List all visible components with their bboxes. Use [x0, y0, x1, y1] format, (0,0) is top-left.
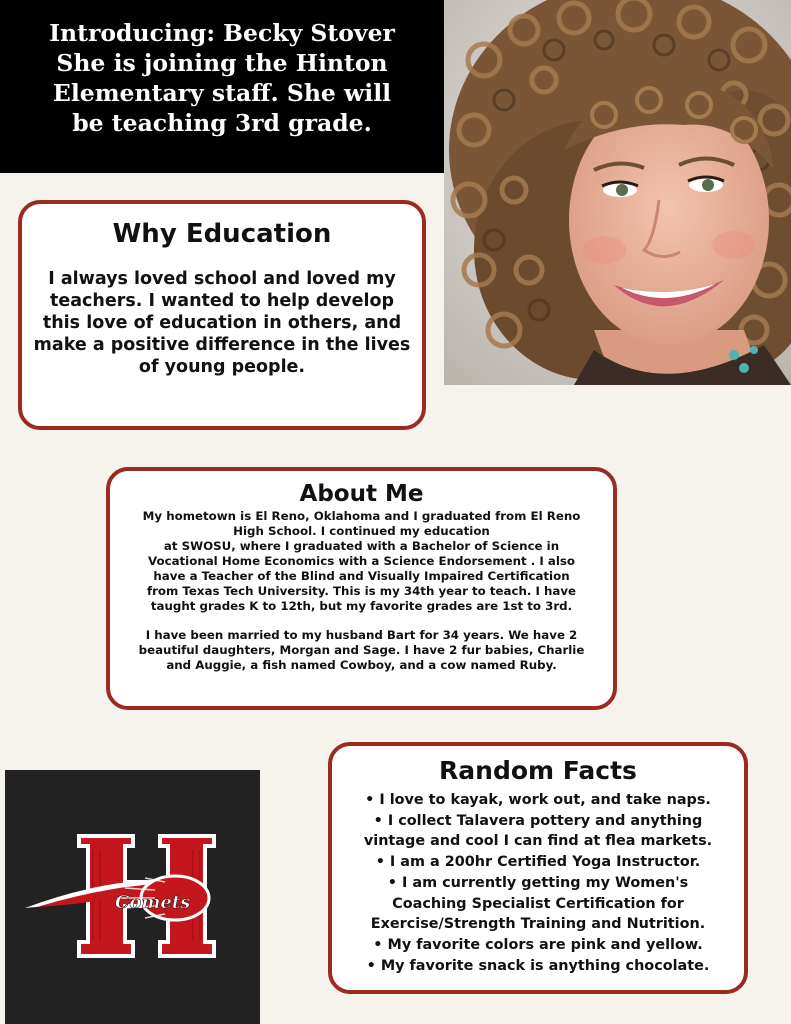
text-line: My hometown is El Reno, Oklahoma and I graduated from El Reno [142, 509, 581, 523]
list-item: Exercise/Strength Training and Nutrition. [370, 916, 706, 933]
list-item: • I collect Talavera pottery and anything [373, 812, 703, 829]
about-me-card [106, 467, 617, 710]
why-education-text [26, 268, 418, 378]
logo-block [5, 770, 260, 1024]
intro-line: She is joining the Hinton [56, 49, 388, 77]
comet-h-logo-icon [5, 770, 260, 1024]
text-line: and Auggie, a fish named Cowboy, and a cow named Ruby. [166, 658, 557, 672]
portrait-photo [444, 0, 791, 385]
text-line: of young people. [138, 357, 306, 377]
paragraph-gap [116, 614, 607, 628]
about-me-text [116, 509, 607, 673]
about-me-title: About Me [299, 481, 424, 507]
portrait-photo-icon [444, 0, 791, 385]
text-line: have a Teacher of the Blind and Visually Impaired Certification [153, 569, 570, 583]
text-line: at SWOSU, where I graduated with a Bachelor of Science in [163, 539, 560, 553]
list-item: • I love to kayak, work out, and take naps. [365, 792, 711, 808]
text-line: High School. I continued my education [233, 524, 490, 538]
intro-line: Introducing: Becky Stover [49, 19, 395, 47]
why-education-card [18, 200, 426, 430]
text-line: this love of education in others, and [42, 313, 402, 333]
list-item: • My favorite colors are pink and yellow. [373, 936, 703, 953]
intro-line: be teaching 3rd grade. [72, 109, 372, 137]
random-facts-card [328, 742, 748, 994]
list-item: • I am a 200hr Certified Yoga Instructor. [375, 854, 701, 871]
intro-banner [0, 0, 444, 173]
text-line: from Texas Tech University. This is my 34th year to teach. I have [146, 584, 577, 598]
text-line: Vocational Home Economics with a Science Endorsement . I also [147, 554, 576, 568]
list-item: vintage and cool I can find at flea markets. [363, 833, 713, 850]
list-item: • I am currently getting my Women's [387, 874, 689, 891]
text-line: make a positive difference in the lives [33, 335, 411, 355]
logo-script-text: Comets [115, 892, 191, 913]
text-line: I always loved school and loved my [48, 269, 396, 289]
text-line: I have been married to my husband Bart for 34 years. We have 2 [145, 628, 578, 642]
intro-line: Elementary staff. She will [52, 79, 392, 107]
text-line: taught grades K to 12th, but my favorite grades are 1st to 3rd. [150, 599, 573, 613]
text-line: beautiful daughters, Morgan and Sage. I have 2 fur babies, Charlie [138, 643, 585, 657]
list-item: Coaching Specialist Certification for [392, 895, 684, 912]
text-line: teachers. I wanted to help develop [49, 291, 395, 311]
random-facts-list [336, 790, 740, 976]
random-facts-title: Random Facts [439, 756, 637, 785]
list-item: • My favorite snack is anything chocolate. [366, 957, 710, 974]
why-education-title: Why Education [112, 219, 332, 249]
